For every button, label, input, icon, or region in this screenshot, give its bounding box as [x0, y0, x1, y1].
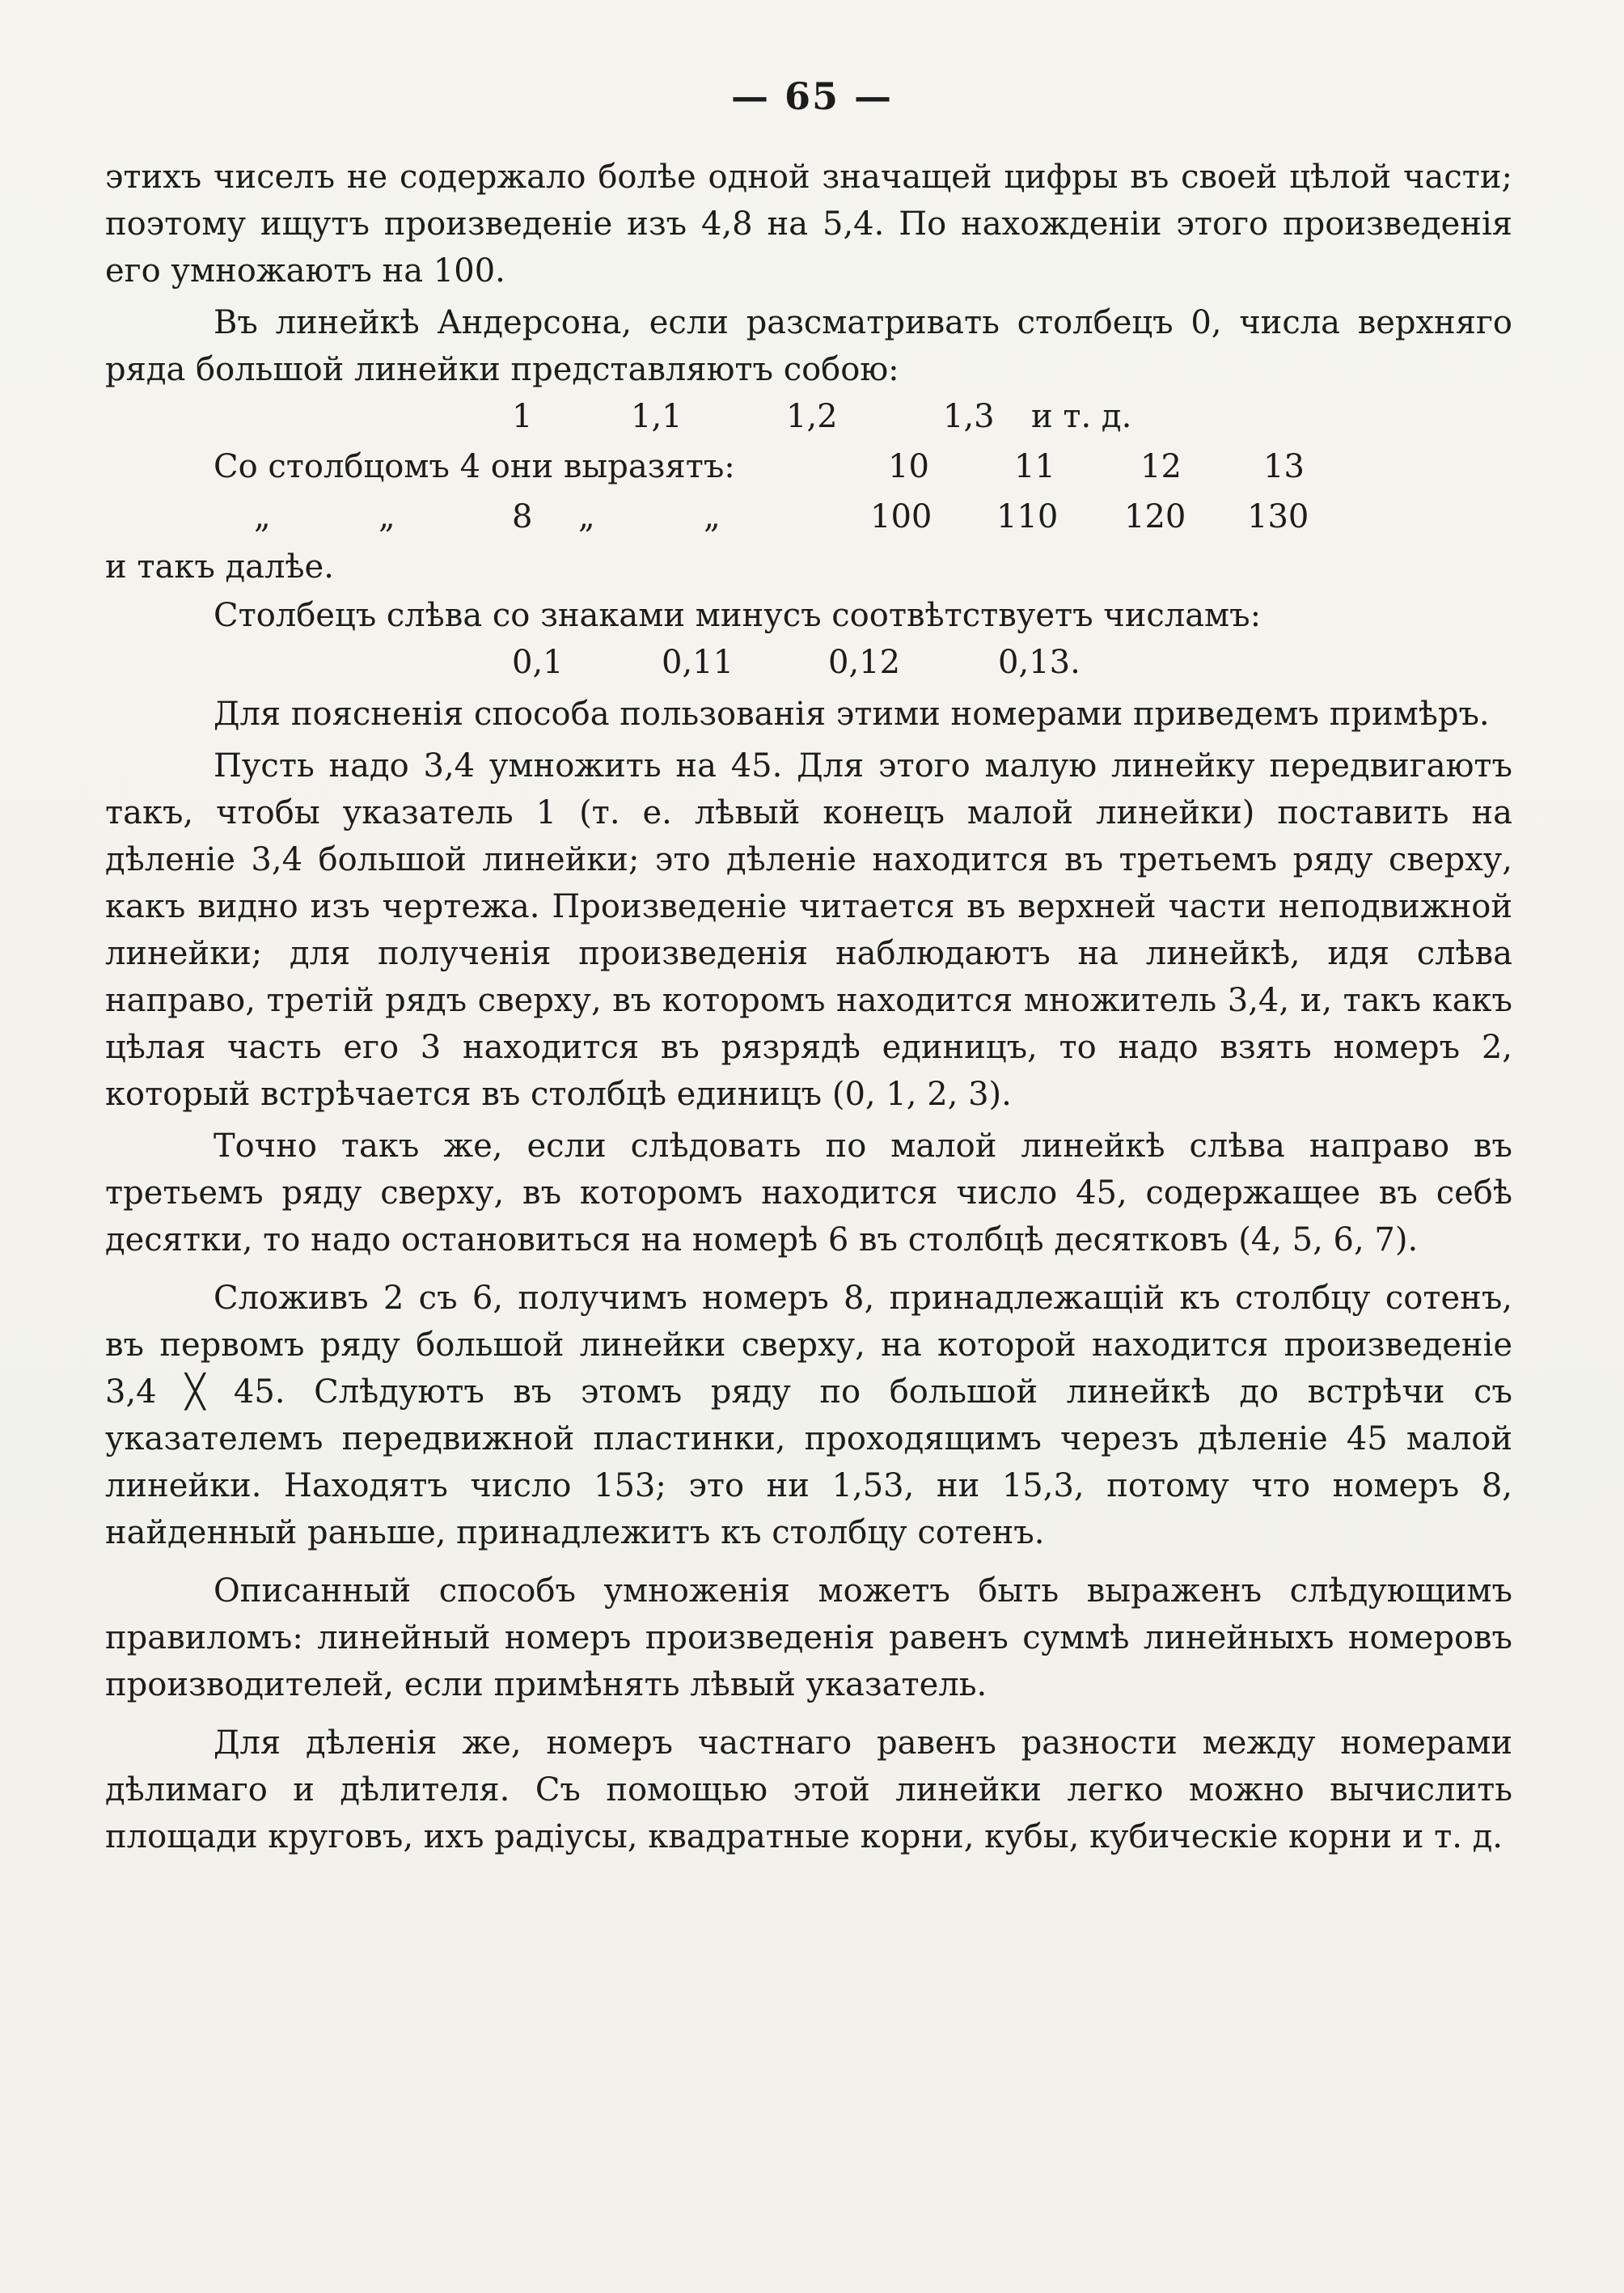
number-cell: 12	[1140, 448, 1182, 485]
number-cell: 13	[1263, 448, 1305, 485]
paragraph-example-sum: Сложивъ 2 съ 6, получимъ номеръ 8, принадлежащій къ столбцу сотенъ, въ первомъ ряду большой линейки сверху, на которой находится произведеніе 3,4 ╳ 45. Слѣдуютъ въ этомъ ряду по большой линейкѣ до встрѣчи съ указателемъ передвижной пластинки, проходящимъ черезъ дѣленіе 45 малой линейки. Находятъ число 153; это ни 1,53, ни 15,3, потому что номеръ 8, найденный раньше, принадлежитъ къ столбцу сотенъ.	[105, 1280, 1512, 1551]
number-cell: 11	[1014, 448, 1055, 485]
row-label: Со столбцомъ 4 они выразятъ:	[214, 448, 735, 485]
number-cell: 0,12	[828, 644, 901, 681]
number-cell: 0,1	[512, 644, 564, 681]
numbers-row-minus	[105, 639, 1512, 689]
number-cell: 0,13.	[998, 644, 1081, 681]
number-cell: 1	[512, 398, 533, 435]
paragraph-continuation: этихъ чиселъ не содержало болѣе одной значащей цифры въ своей цѣлой части; поэтому ищутъ произведеніе изъ 4,8 на 5,4. По нахожденіи этого произведенія его умножаютъ на 100.	[105, 159, 1512, 290]
paragraph-multiplication-rule: Описанный способъ умноженія можетъ быть выраженъ слѣдующимъ правиломъ: линейный номеръ произведенія равенъ суммѣ линейныхъ номеровъ производителей, если примѣнять лѣвый указатель.	[105, 1572, 1512, 1703]
page-body	[105, 154, 1512, 1860]
number-cell: 1,2	[786, 398, 838, 435]
paragraph-anderson-ruler: Въ линейкѣ Андерсона, если разсматривать столбецъ 0, числа верхняго ряда большой линейки представляютъ собою:	[105, 304, 1512, 388]
paragraph-example-multiply: Пусть надо 3,4 умножить на 45. Для этого малую линейку передвигаютъ такъ, чтобы указатель 1 (т. е. лѣвый конецъ малой линейки) поставить на дѣленіе 3,4 большой линейки; это дѣленіе находится въ третьемъ ряду сверху, какъ видно изъ чертежа. Произведеніе читается въ верхней части неподвижной линейки; для полученія произведенія наблюдаютъ на линейкѣ, идя слѣва направо, третій рядъ сверху, въ которомъ находится множитель 3,4, и, такъ какъ цѣлая часть его 3 находится въ рязрядѣ единицъ, то надо взять номеръ 2, который встрѣчается въ столбцѣ единицъ (0, 1, 2, 3).	[105, 747, 1512, 1113]
number-cell: 1,3	[943, 398, 995, 435]
number-cell: и т. д.	[1031, 398, 1132, 435]
numbers-row-column-8	[105, 493, 1512, 544]
paragraph-example-tens: Точно такъ же, если слѣдовать по малой линейкѣ слѣва направо въ третьемъ ряду сверху, въ которомъ находится число 45, содержащее въ себѣ десятки, то надо остановиться на номерѣ 6 въ столбцѣ десятковъ (4, 5, 6, 7).	[105, 1127, 1512, 1259]
page-number: — 65 —	[730, 74, 894, 118]
number-cell: 10	[888, 448, 929, 485]
ditto-mark: „	[578, 498, 595, 535]
number-cell: 0,11	[662, 644, 734, 681]
number-cell: 110	[996, 498, 1059, 535]
numbers-row-column-0	[105, 393, 1512, 443]
paragraph-minus-column: Столбецъ слѣва со знаками минусъ соотвѣтствуетъ числамъ:	[214, 597, 1262, 634]
paragraph-example-intro: Для поясненія способа пользованія этими номерами приведемъ примѣръ.	[214, 696, 1490, 733]
number-cell: 120	[1124, 498, 1186, 535]
number-cell: 100	[870, 498, 933, 535]
number-cell: 130	[1247, 498, 1309, 535]
ditto-mark: „	[254, 498, 271, 535]
number-cell: 8	[512, 498, 533, 535]
paragraph-and-so-on: и такъ далѣе.	[105, 548, 334, 586]
number-cell: 1,1	[631, 398, 683, 435]
ditto-mark: „	[704, 498, 721, 535]
ditto-mark: „	[379, 498, 395, 535]
numbers-row-column-4	[105, 443, 1512, 493]
paragraph-division-rule: Для дѣленія же, номеръ частнаго равенъ разности между номерами дѣлимаго и дѣлителя. Съ помощью этой линейки легко можно вычислить площади круговъ, ихъ радіусы, квадратные корни, кубы, кубическіе корни и т. д.	[105, 1724, 1512, 1855]
